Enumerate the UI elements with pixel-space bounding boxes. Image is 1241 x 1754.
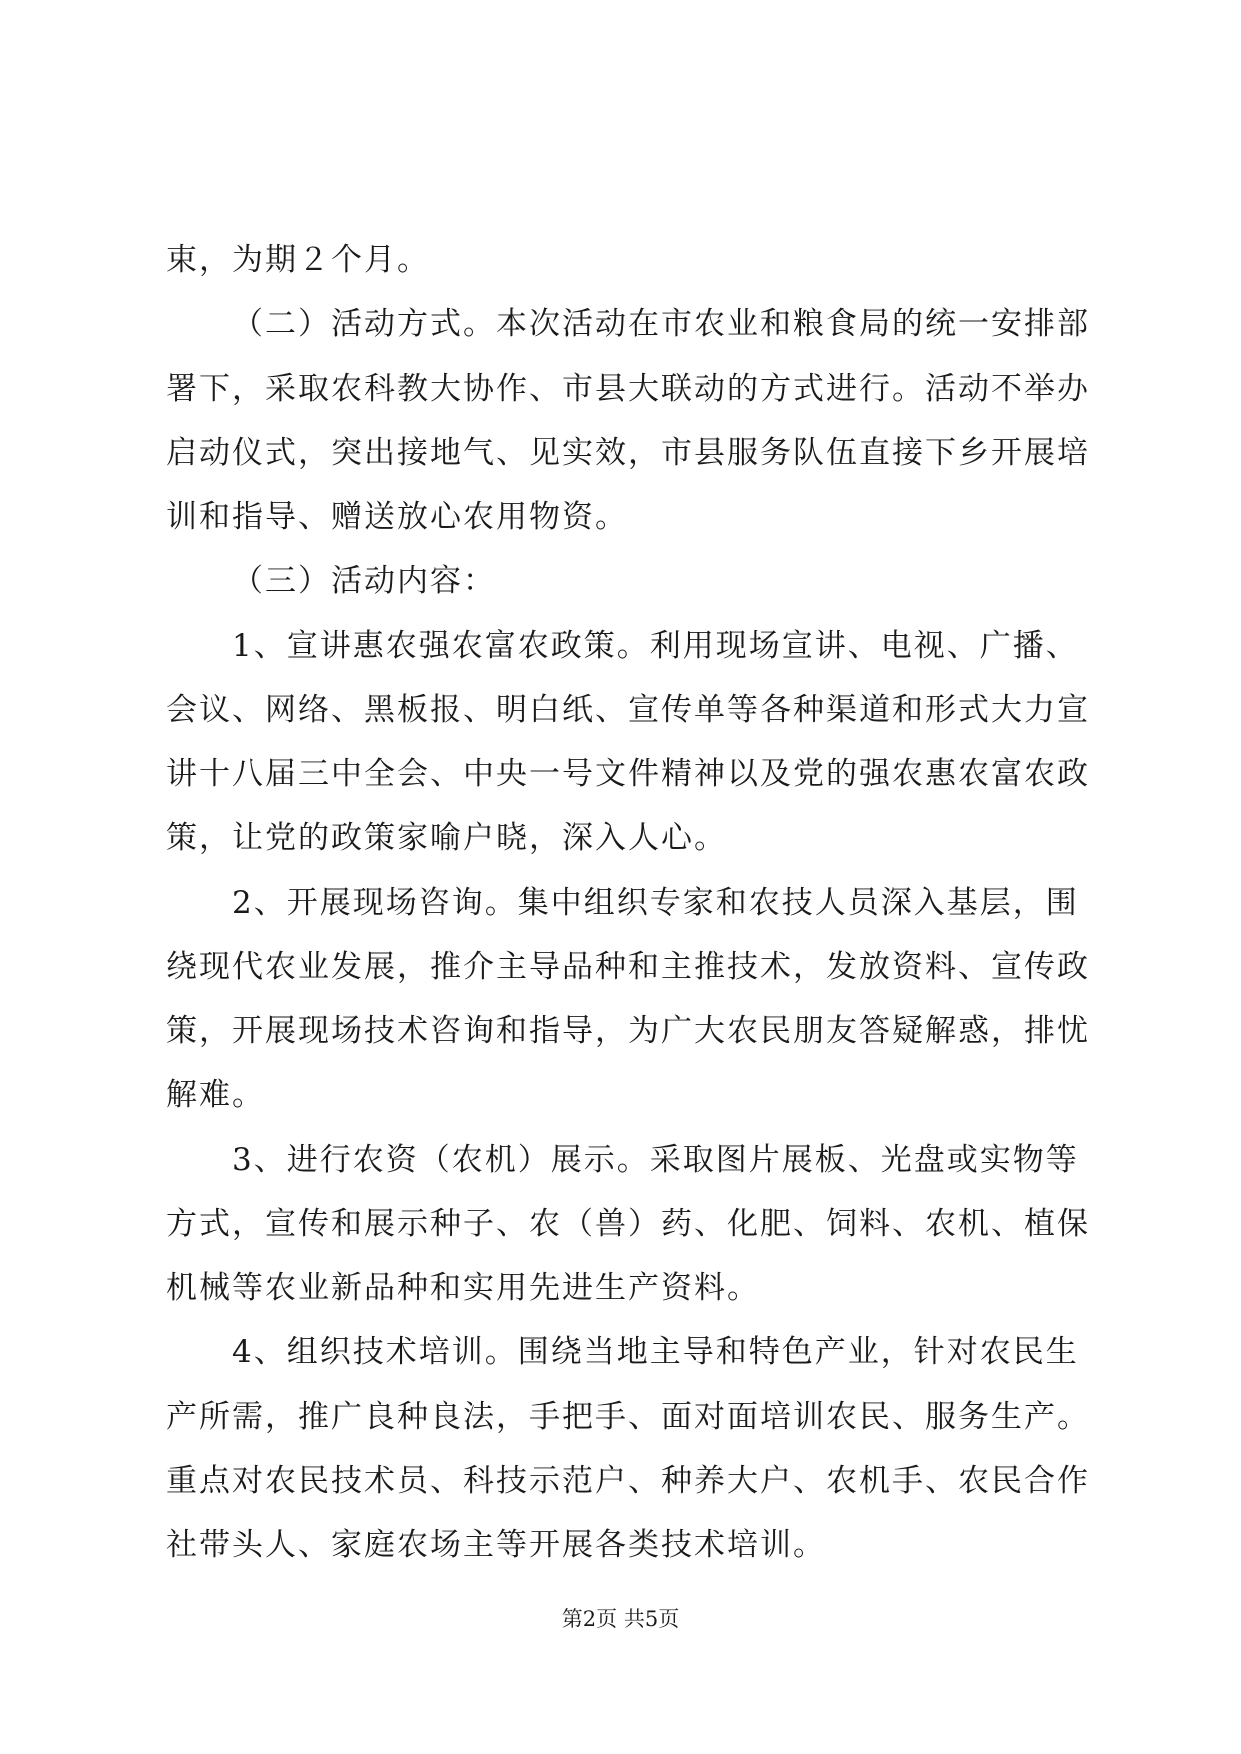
paragraph-line: 重点对农民技术员、科技示范户、种养大户、农机手、农民合作 [166, 1463, 1090, 1499]
paragraph-line: 会议、网络、黑板报、明白纸、宣传单等各种渠道和形式大力宣 [166, 692, 1090, 728]
paragraph-line: 4、组织技术培训。围绕当地主导和特色产业，针对农民生 [232, 1334, 1079, 1370]
paragraph-line: 方式，宣传和展示种子、农（兽）药、化肥、饲料、农机、植保 [166, 1206, 1090, 1242]
paragraph-line: 社带头人、家庭农场主等开展各类技术培训。 [166, 1527, 826, 1563]
paragraph-line: 3、进行农资（农机）展示。采取图片展板、光盘或实物等 [232, 1142, 1079, 1178]
paragraph-line: 训和指导、赠送放心农用物资。 [166, 499, 628, 535]
paragraph-line: 启动仪式，突出接地气、见实效，市县服务队伍直接下乡开展培 [166, 435, 1090, 471]
section-heading: （三）活动内容： [232, 563, 496, 599]
paragraph-line: 1、宣讲惠农强农富农政策。利用现场宣讲、电视、广播、 [232, 628, 1079, 664]
paragraph-line: 绕现代农业发展，推介主导品种和主推技术，发放资料、宣传政 [166, 949, 1090, 985]
page-number-footer: 第2页 共5页 [561, 1607, 680, 1631]
paragraph-line: 讲十八届三中全会、中央一号文件精神以及党的强农惠农富农政 [166, 756, 1090, 792]
paragraph-line: （二）活动方式。本次活动在市农业和粮食局的统一安排部 [232, 306, 1090, 342]
paragraph-line: 产所需，推广良种良法，手把手、面对面培训农民、服务生产。 [166, 1399, 1090, 1435]
paragraph-line: 束，为期２个月。 [166, 242, 430, 278]
paragraph-line: 策，让党的政策家喻户晓，深入人心。 [166, 820, 727, 856]
paragraph-line: 解难。 [166, 1077, 265, 1113]
paragraph-line: 机械等农业新品种和实用先进生产资料。 [166, 1270, 760, 1306]
paragraph-line: 署下，采取农科教大协作、市县大联动的方式进行。活动不举办 [166, 371, 1090, 407]
paragraph-line: 2、开展现场咨询。集中组织专家和农技人员深入基层，围 [232, 885, 1079, 921]
paragraph-line: 策，开展现场技术咨询和指导，为广大农民朋友答疑解惑，排忧 [166, 1013, 1090, 1049]
